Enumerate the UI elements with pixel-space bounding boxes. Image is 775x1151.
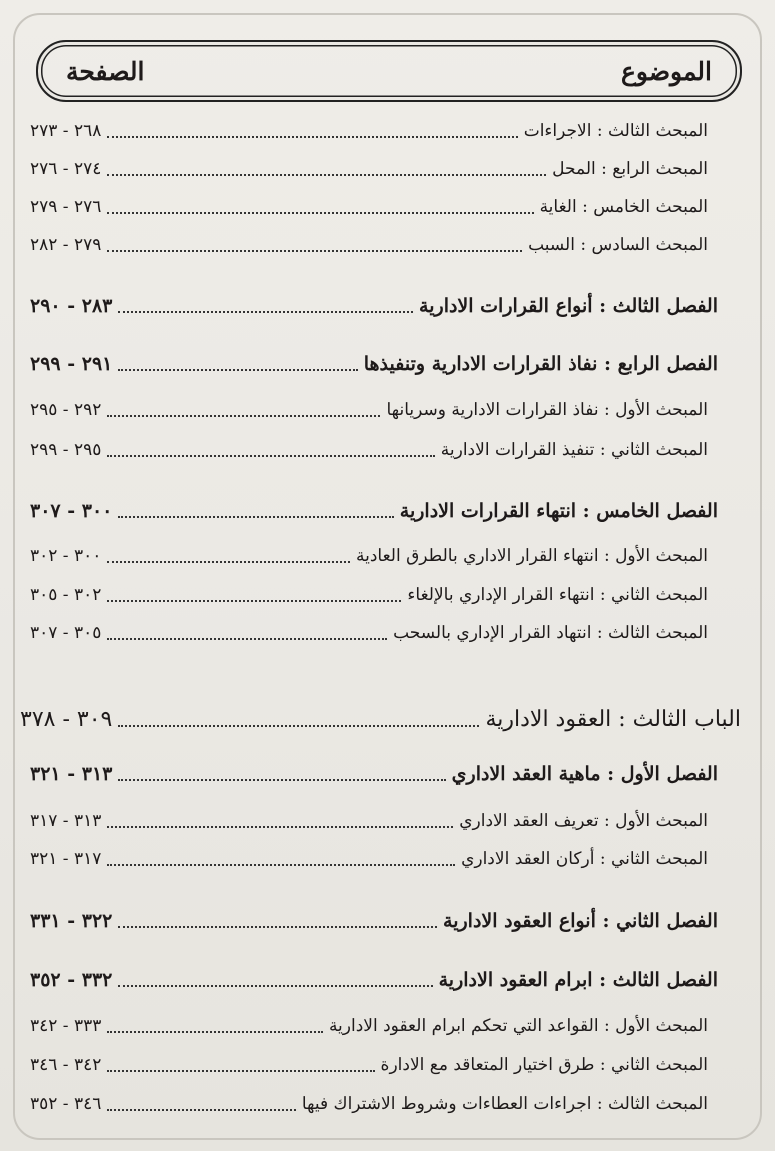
entry-pages: ٢٩٢ - ٢٩٥ <box>30 400 102 420</box>
entry-pages: ٣٣٢ - ٣٥٢ <box>30 969 113 991</box>
entry-title: المبحث الخامس : الغاية <box>539 197 708 217</box>
entry-pages: ٣١٣ - ٣١٧ <box>30 811 102 831</box>
toc-entry <box>30 1094 708 1114</box>
entry-title: المبحث الثالث : اجراءات العطاءات وشروط الاشتراك فيها <box>301 1094 708 1114</box>
entry-pages: ٣١٧ - ٣٢١ <box>30 849 102 869</box>
entry-pages: ٢٧٤ - ٢٧٦ <box>30 159 102 179</box>
entry-title: المبحث السادس : السبب <box>528 235 708 255</box>
entry-pages: ٣٣٣ - ٣٤٢ <box>30 1016 102 1036</box>
toc-entry <box>30 585 708 605</box>
entry-pages: ٣٠٢ - ٣٠٥ <box>30 585 102 605</box>
topic-column-label: الموضوع <box>621 56 712 86</box>
dot-leader <box>118 369 357 371</box>
entry-title: المبحث الثاني : انتهاء القرار الإداري بالإلغاء <box>407 585 708 605</box>
dot-leader <box>107 212 533 214</box>
toc-entry <box>30 849 708 869</box>
entry-pages: ٢٩١ - ٢٩٩ <box>30 353 113 375</box>
dot-leader <box>107 250 522 252</box>
entry-pages: ٣٠٩ - ٣٧٨ <box>20 707 113 732</box>
entry-pages: ٢٧٩ - ٢٨٢ <box>30 235 102 255</box>
toc-entry <box>30 969 718 991</box>
toc-entry <box>30 623 708 643</box>
entry-pages: ٢٦٨ - ٢٧٣ <box>30 121 102 141</box>
toc-entry <box>30 763 718 785</box>
dot-leader <box>107 1109 296 1111</box>
entry-title: المبحث الثاني : تنفيذ القرارات الادارية <box>440 440 708 460</box>
toc-entry <box>30 235 708 255</box>
entry-title: الباب الثالث : العقود الادارية <box>485 707 741 732</box>
toc-entry <box>30 811 708 831</box>
toc-entry <box>30 121 708 141</box>
entry-pages: ٣٠٠ - ٣٠٧ <box>30 500 113 522</box>
dot-leader <box>107 415 380 417</box>
entry-title: الفصل الثاني : أنواع العقود الادارية <box>443 910 718 932</box>
entry-pages: ٢٨٣ - ٢٩٠ <box>30 295 113 317</box>
entry-title: الفصل الثالث : أنواع القرارات الادارية <box>419 295 718 317</box>
dot-leader <box>118 516 393 518</box>
dot-leader <box>107 136 517 138</box>
entry-title: المبحث الثاني : طرق اختيار المتعاقد مع الادارة <box>380 1055 708 1075</box>
entry-title: المبحث الثالث : الاجراءات <box>523 121 708 141</box>
dot-leader <box>118 779 445 781</box>
entry-pages: ٣٠٠ - ٣٠٢ <box>30 546 102 566</box>
dot-leader <box>107 1070 374 1072</box>
entry-title: المبحث الأول : تعريف العقد الاداري <box>459 811 708 831</box>
entry-pages: ٣٤٢ - ٣٤٦ <box>30 1055 102 1075</box>
page-column-label: الصفحة <box>66 56 145 86</box>
dot-leader <box>107 638 387 640</box>
dot-leader <box>107 600 401 602</box>
entry-pages: ٢٧٦ - ٢٧٩ <box>30 197 102 217</box>
toc-entry <box>30 546 708 566</box>
dot-leader <box>107 561 350 563</box>
toc-entry <box>30 159 708 179</box>
dot-leader <box>107 174 546 176</box>
entry-title: المبحث الثاني : أركان العقد الاداري <box>461 849 708 869</box>
entry-title: المبحث الأول : القواعد التي تحكم ابرام العقود الادارية <box>328 1016 708 1036</box>
dot-leader <box>118 926 437 928</box>
entry-title: الفصل الأول : ماهية العقد الاداري <box>451 763 718 785</box>
toc-entry <box>30 910 718 932</box>
entry-title: الفصل الثالث : ابرام العقود الادارية <box>438 969 718 991</box>
entry-pages: ٣٤٦ - ٣٥٢ <box>30 1094 102 1114</box>
toc-entry <box>30 1055 708 1075</box>
dot-leader <box>118 985 432 987</box>
entry-pages: ٣٠٥ - ٣٠٧ <box>30 623 102 643</box>
entry-pages: ٢٩٥ - ٢٩٩ <box>30 440 102 460</box>
dot-leader <box>107 826 453 828</box>
entry-pages: ٣١٣ - ٣٢١ <box>30 763 113 785</box>
dot-leader <box>107 455 434 457</box>
toc-entry <box>30 500 718 522</box>
dot-leader <box>107 1031 323 1033</box>
entry-title: المبحث الرابع : المحل <box>552 159 708 179</box>
dot-leader <box>118 311 413 313</box>
dot-leader <box>118 725 479 727</box>
toc-entry <box>20 707 741 732</box>
entry-pages: ٣٢٢ - ٣٣١ <box>30 910 113 932</box>
entry-title: المبحث الأول : نفاذ القرارات الادارية وسريانها <box>386 400 708 420</box>
entry-title: الفصل الخامس : انتهاء القرارات الادارية <box>399 500 718 522</box>
toc-entry <box>30 440 708 460</box>
toc-entry <box>30 197 708 217</box>
dot-leader <box>107 864 455 866</box>
entry-title: المبحث الأول : انتهاء القرار الاداري بالطرق العادية <box>355 546 708 566</box>
entry-title: المبحث الثالث : انتهاد القرار الإداري بالسحب <box>393 623 708 643</box>
toc-entry <box>30 353 718 375</box>
toc-entry <box>30 1016 708 1036</box>
toc-entry <box>30 295 718 317</box>
entry-title: الفصل الرابع : نفاذ القرارات الادارية وتنفيذها <box>363 353 718 375</box>
toc-entry <box>30 400 708 420</box>
